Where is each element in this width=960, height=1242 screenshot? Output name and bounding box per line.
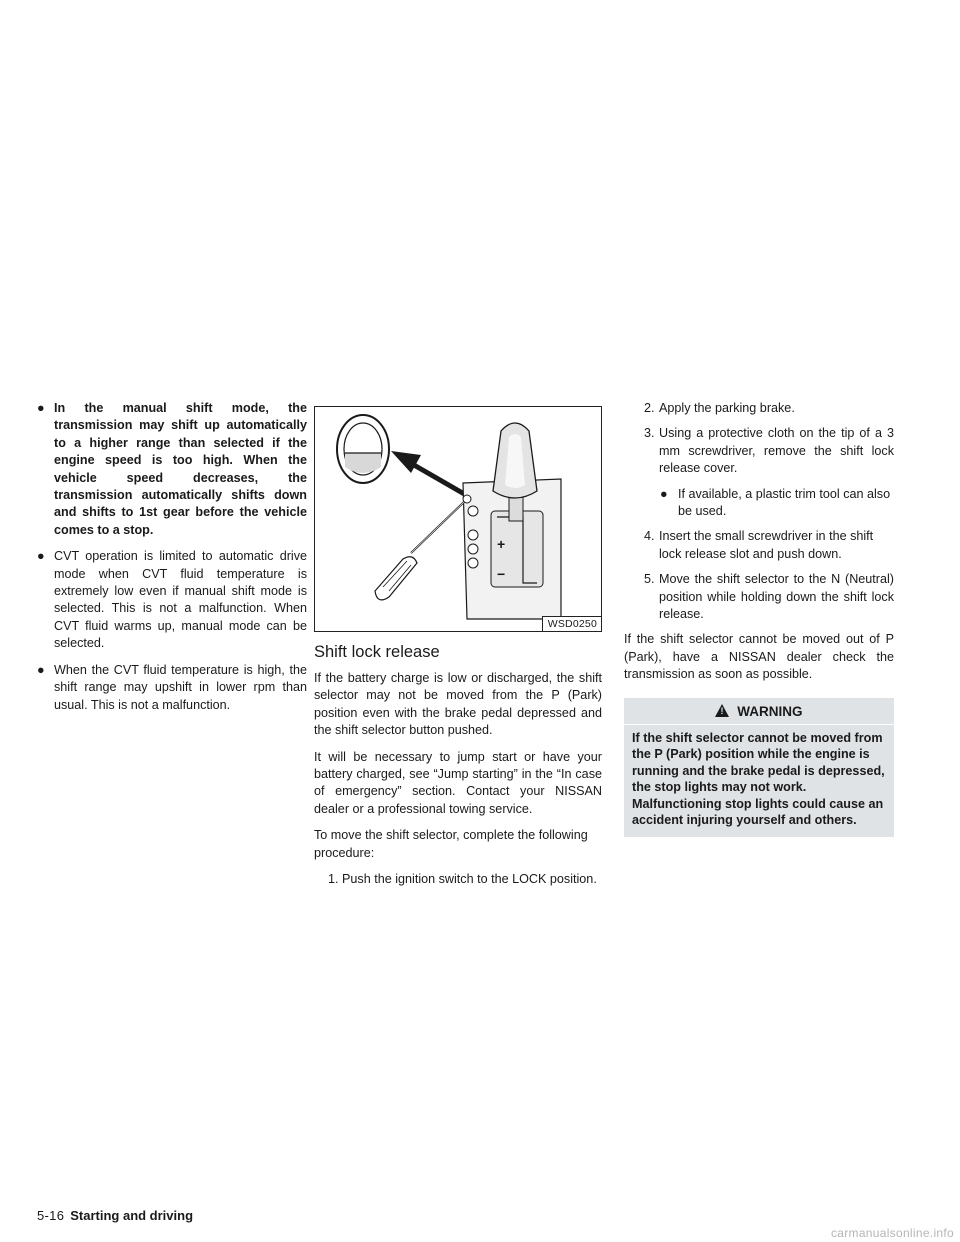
step-4 bbox=[624, 528, 894, 563]
warning-header bbox=[624, 698, 894, 725]
bullet-text: When the CVT fluid temperature is high, the shift range may upshift in lower rpm than usual. This is not a malfunction. bbox=[54, 662, 307, 712]
bullet-text: In the manual shift mode, the transmission may shift up automatically to a higher range than selected if the engine speed is too high. When the vehicle speed decreases, the transmission automatically shifts down and shifts to 1st gear before the vehicle comes to a stop. bbox=[54, 401, 307, 537]
chapter-title: Starting and driving bbox=[70, 1208, 194, 1223]
warning-body: If the shift selector cannot be moved from the P (Park) position while the engine is running and the brake pedal is depressed, the stop lights may not work. Malfunctioning stop lights could cause an accident injuring yourself and others. bbox=[632, 730, 885, 828]
bullet-dot: ● bbox=[37, 401, 45, 415]
step-2 bbox=[624, 400, 894, 417]
paragraph: To move the shift selector, complete the following procedure: bbox=[314, 828, 588, 860]
step-text: Move the shift selector to the N (Neutral) position while holding down the shift lock release. bbox=[659, 572, 894, 622]
bullet-text: CVT operation is limited to automatic drive mode when CVT fluid temperature is extremely low even if manual shift mode is selected. This is not a malfunction. When CVT fluid warms up, manual mode can be selected. bbox=[54, 549, 307, 651]
sub-bullet-text: If available, a plastic trim tool can also be used. bbox=[678, 486, 891, 519]
step-text: Apply the parking brake. bbox=[659, 401, 795, 415]
page-number: 5-16 bbox=[37, 1208, 65, 1223]
step-number: 2. bbox=[644, 401, 655, 415]
step-text: Insert the small screwdriver in the shift lock release slot and push down. bbox=[659, 529, 874, 561]
shift-selector-figure bbox=[314, 406, 602, 632]
paragraph: If the battery charge is low or discharged, the shift selector may not be moved from the P (Park) position even with the brake pedal depressed and the shift selector button pushed. bbox=[314, 671, 602, 738]
sub-bullet bbox=[624, 486, 894, 521]
bullet-cvt-limited bbox=[37, 548, 307, 652]
step-3 bbox=[624, 425, 894, 477]
bullet-dot: ● bbox=[37, 549, 45, 564]
section-title: Shift lock release bbox=[314, 643, 440, 661]
middle-column bbox=[314, 400, 602, 896]
right-column bbox=[624, 400, 894, 837]
step-number: 5. bbox=[644, 572, 655, 587]
page-footer bbox=[37, 1208, 193, 1223]
bullet-dot: ● bbox=[660, 486, 668, 501]
shift-selector-illustration-icon bbox=[315, 407, 601, 631]
bullet-manual-shift bbox=[37, 400, 307, 539]
warning-triangle-icon bbox=[715, 704, 729, 717]
paragraph: It will be necessary to jump start or have your battery charged, see “Jump starting” in the “In case of emergency” section. Contact your NISSAN dealer or a professional towing service. bbox=[314, 749, 602, 816]
warning-box bbox=[624, 698, 894, 837]
left-column bbox=[37, 400, 307, 723]
gate-minus-label: − bbox=[497, 566, 506, 582]
step-number: 4. bbox=[644, 529, 655, 544]
figure-label: WSD0250 bbox=[542, 616, 601, 631]
bullet-cvt-high-temp bbox=[37, 662, 307, 714]
step-number: 3. bbox=[644, 426, 655, 441]
step-number: 1. bbox=[328, 872, 339, 887]
step-text: Push the ignition switch to the LOCK position. bbox=[342, 872, 597, 887]
step-5 bbox=[624, 571, 894, 623]
gate-plus-label: + bbox=[497, 536, 506, 552]
step-text: Using a protective cloth on the tip of a 3 mm screwdriver, remove the shift lock release cover. bbox=[659, 426, 894, 476]
step-1 bbox=[314, 871, 602, 888]
warning-title: WARNING bbox=[737, 703, 803, 719]
paragraph: If the shift selector cannot be moved out of P (Park), have a NISSAN dealer check the transmission as soon as possible. bbox=[624, 632, 894, 682]
watermark: carmanualsonline.info bbox=[830, 1226, 954, 1240]
bullet-dot: ● bbox=[37, 662, 45, 677]
